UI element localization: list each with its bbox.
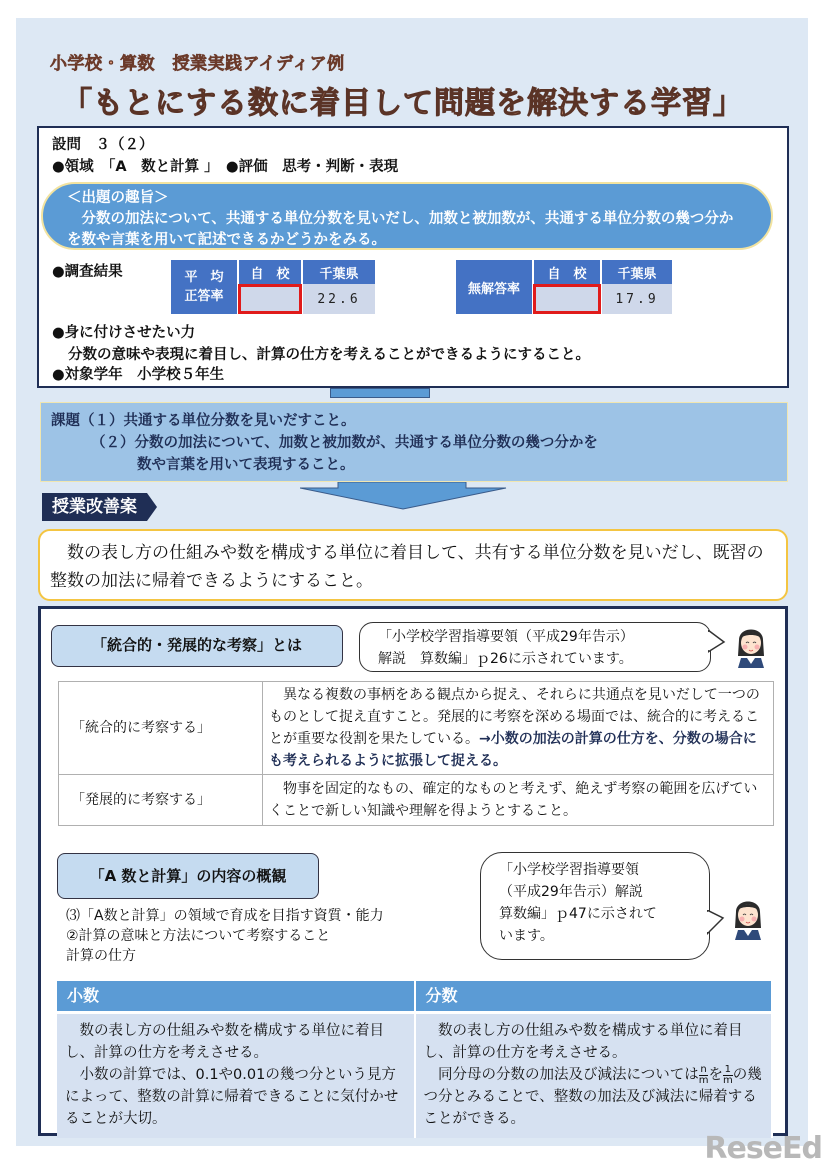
issue-line-3: 数や言葉を用いて表現すること。 (137, 457, 355, 473)
improvement-plan-tag: 授業改善案 (42, 493, 147, 521)
consideration-text: 異なる複数の事柄をある観点から捉え、それらに共通点を見いだして一つのものとして捉え直すこと。発展的に考察を深める場面では、統合的に考えることが重要な役割を果たしている。 (269, 687, 760, 747)
consideration-table (58, 681, 774, 826)
no-answer-school-value-cell[interactable] (533, 284, 601, 314)
fraction-description: 数の表し方の仕組みや数を構成する単位に着目し、計算の仕方を考えさせる。 同分母の分数の加法及び減法については $\frac{n}{m}$ を $\frac{1}{m}$ の幾つ分とみることで、整数の加法及び減法に帰着することができる。 (415, 1013, 773, 1139)
integrative-development-heading: 「統合的・発展的な考察」とは (51, 625, 343, 667)
bubble-tail-icon (708, 630, 726, 654)
ability-text: 分数の意味や表現に着目し、計算の仕方を考えることができるようにすること。 (68, 347, 590, 363)
avg-rate-row-header: 平 均 正答率 (171, 260, 238, 314)
no-answer-rate-table (456, 260, 672, 314)
issue-line-1: 課題（１）共通する単位分数を見いだすこと。 (51, 413, 356, 429)
no-answer-row-header: 無解答率 (456, 260, 533, 314)
decimal-fraction-comparison-table (57, 981, 773, 1138)
issues-box (40, 402, 788, 482)
issue-line-2: （２）分数の加法について、加数と被加数が、共通する単位分数の幾つ分かを (91, 435, 598, 451)
consideration-label: 「統合的に考察する」 (59, 682, 263, 775)
bubble-tail-icon (707, 910, 725, 936)
watermark-logo: ReseEd (704, 1131, 822, 1166)
fraction-1-over-m: $\frac{1}{m}$ (722, 1063, 733, 1086)
avg-col-school: 自 校 (238, 260, 302, 284)
consideration-emphasis: →小数の加法の計算の仕方を、分数の場合にも考えられるように拡張して捉える。 (269, 731, 757, 769)
domain-evaluation-line: ●領域 「A 数と計算 」 ●評価 思考・判断・表現 (52, 159, 399, 175)
table-row (59, 682, 774, 775)
document-subtitle: 小学校・算数 授業実践アイディア例 (50, 54, 345, 74)
question-intent-text: 分数の加法について、共通する単位分数を見いだし、加数と被加数が、共通する単位分数の幾つ分かを数や言葉を用いて記述できるかどうかをみる。 (67, 211, 734, 248)
document-title: 「もとにする数に着目して問題を解決する学習」 (62, 86, 744, 121)
fraction-column-header: 分数 (415, 981, 773, 1013)
improvement-plan-box: 数の表し方の仕組みや数を構成する単位に着目して、共有する単位分数を見いだし、既習の整数の加法に帰着できるようにすること。 (38, 529, 788, 601)
no-answer-col-pref: 千葉県 (601, 260, 672, 284)
avg-correct-rate-table (171, 260, 375, 314)
teacher-avatar-icon (730, 892, 766, 940)
ability-label: ●身に付けさせたい力 (52, 325, 196, 341)
avg-col-pref: 千葉県 (302, 260, 375, 284)
teacher-avatar-icon (733, 620, 769, 668)
table-row (59, 775, 774, 826)
decimal-description: 数の表し方の仕組みや数を構成する単位に着目し、計算の仕方を考えさせる。 小数の計算では、0.1や0.01の幾つ分という見方によって、整数の計算に帰着できることに気付かせることが大切。 (57, 1013, 415, 1139)
survey-results-label: ●調査結果 (52, 264, 123, 280)
avg-pref-value: 22.6 (302, 284, 375, 314)
target-grade-line: ●対象学年 小学校５年生 (52, 367, 225, 383)
question-intent-heading: ＜出題の趣旨＞ (67, 190, 169, 206)
connector-bar (330, 388, 430, 398)
speech-bubble-p47: 「小学校学習指導要領 （平成29年告示）解説 算数編」ｐ47に示されて います。 (480, 852, 710, 960)
no-answer-pref-value: 17.9 (601, 284, 672, 314)
down-arrow-icon (300, 482, 510, 510)
avg-school-value-cell[interactable] (238, 284, 302, 314)
number-calc-overview-heading: 「A 数と計算」の内容の概観 (57, 853, 319, 899)
no-answer-col-school: 自 校 (533, 260, 601, 284)
consideration-text: 物事を固定的なもの、確定的なものと考えず、絶えず考察の範囲を広げていくことで新しい知識や理解を得ようとすること。 (263, 775, 774, 826)
consideration-label: 「発展的に考察する」 (59, 775, 263, 826)
fraction-n-over-m: $\frac{n}{m}$ (698, 1063, 709, 1086)
speech-bubble-p26: 「小学校学習指導要領（平成29年告示） 解説 算数編」ｐ26に示されています。 (359, 622, 711, 672)
question-intent-box (41, 182, 773, 250)
question-number: 設問 ３（２） (52, 137, 154, 153)
overview-text: ⑶「A数と計算」の領域で育成を目指す資質・能力 ②計算の意味と方法について考察すること 計算の仕方 (66, 908, 384, 964)
decimal-column-header: 小数 (57, 981, 415, 1013)
